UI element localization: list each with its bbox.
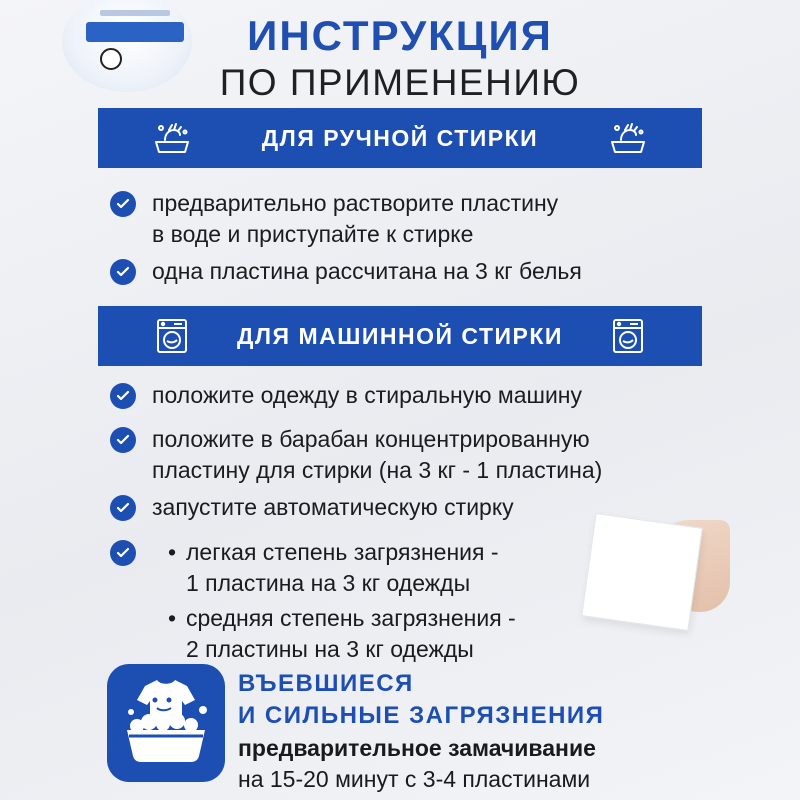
item-text: 1 пластина на 3 кг одежды [186, 570, 471, 596]
item-text: средняя степень загрязнения - [186, 605, 516, 631]
item-text: положите в барабан концентрированную [152, 426, 590, 452]
list-item [110, 188, 558, 250]
list-item [110, 424, 602, 486]
page-title: ИНСТРУКЦИЯ [247, 12, 553, 59]
item-text: запустите автоматическую стирку [152, 494, 514, 520]
page-subtitle: ПО ПРИМЕНЕНИЮ [219, 62, 581, 103]
list-item [110, 537, 152, 566]
item-text: легкая степень загрязнения - [186, 539, 499, 565]
hand-wash-header [98, 108, 702, 168]
hand-wash-heading: ДЛЯ РУЧНОЙ СТИРКИ [261, 124, 539, 151]
list-item [110, 380, 582, 411]
washing-machine-icon [152, 316, 192, 356]
list-item: • средняя степень загрязнения - 2 пластины на 3 кг одежды [168, 603, 516, 665]
heavy-soil-heading: ВЪЕВШИЕСЯ [238, 670, 414, 697]
heavy-soil-heading: И СИЛЬНЫЕ ЗАГРЯЗНЕНИЯ [238, 702, 605, 729]
machine-wash-heading: ДЛЯ МАШИННОЙ СТИРКИ [237, 322, 563, 349]
check-icon [110, 191, 136, 217]
item-text: пластину для стирки (на 3 кг - 1 пластина) [152, 457, 603, 483]
item-text: 2 пластины на 3 кг одежды [186, 636, 474, 662]
list-item: • легкая степень загрязнения - 1 пластина на 3 кг одежды [168, 537, 516, 599]
dosage-list [168, 537, 516, 665]
check-icon [110, 495, 136, 521]
wash-sheet-image [581, 513, 702, 631]
presoak-duration-text: на 15-20 минут с 3-4 пластинами [238, 766, 591, 792]
check-icon [110, 540, 136, 566]
shirt-soak-basin-icon [107, 664, 225, 782]
washing-machine-icon [608, 316, 648, 356]
item-text: положите одежду в стиральную машину [152, 382, 583, 408]
check-icon [110, 259, 136, 285]
item-text: одна пластина рассчитана на 3 кг белья [152, 258, 582, 284]
item-text: в воде и приступайте к стирке [152, 221, 474, 247]
check-icon [110, 383, 136, 409]
machine-wash-header [98, 306, 702, 366]
check-icon [110, 427, 136, 453]
hand-wash-basin-icon [608, 118, 648, 158]
heavy-soil-block [238, 668, 604, 795]
item-text: предварительно растворите пластину [152, 190, 559, 216]
hand-wash-basin-icon [152, 118, 192, 158]
list-item [110, 492, 514, 523]
list-item [110, 256, 582, 287]
presoak-text: предварительное замачивание [238, 735, 596, 761]
